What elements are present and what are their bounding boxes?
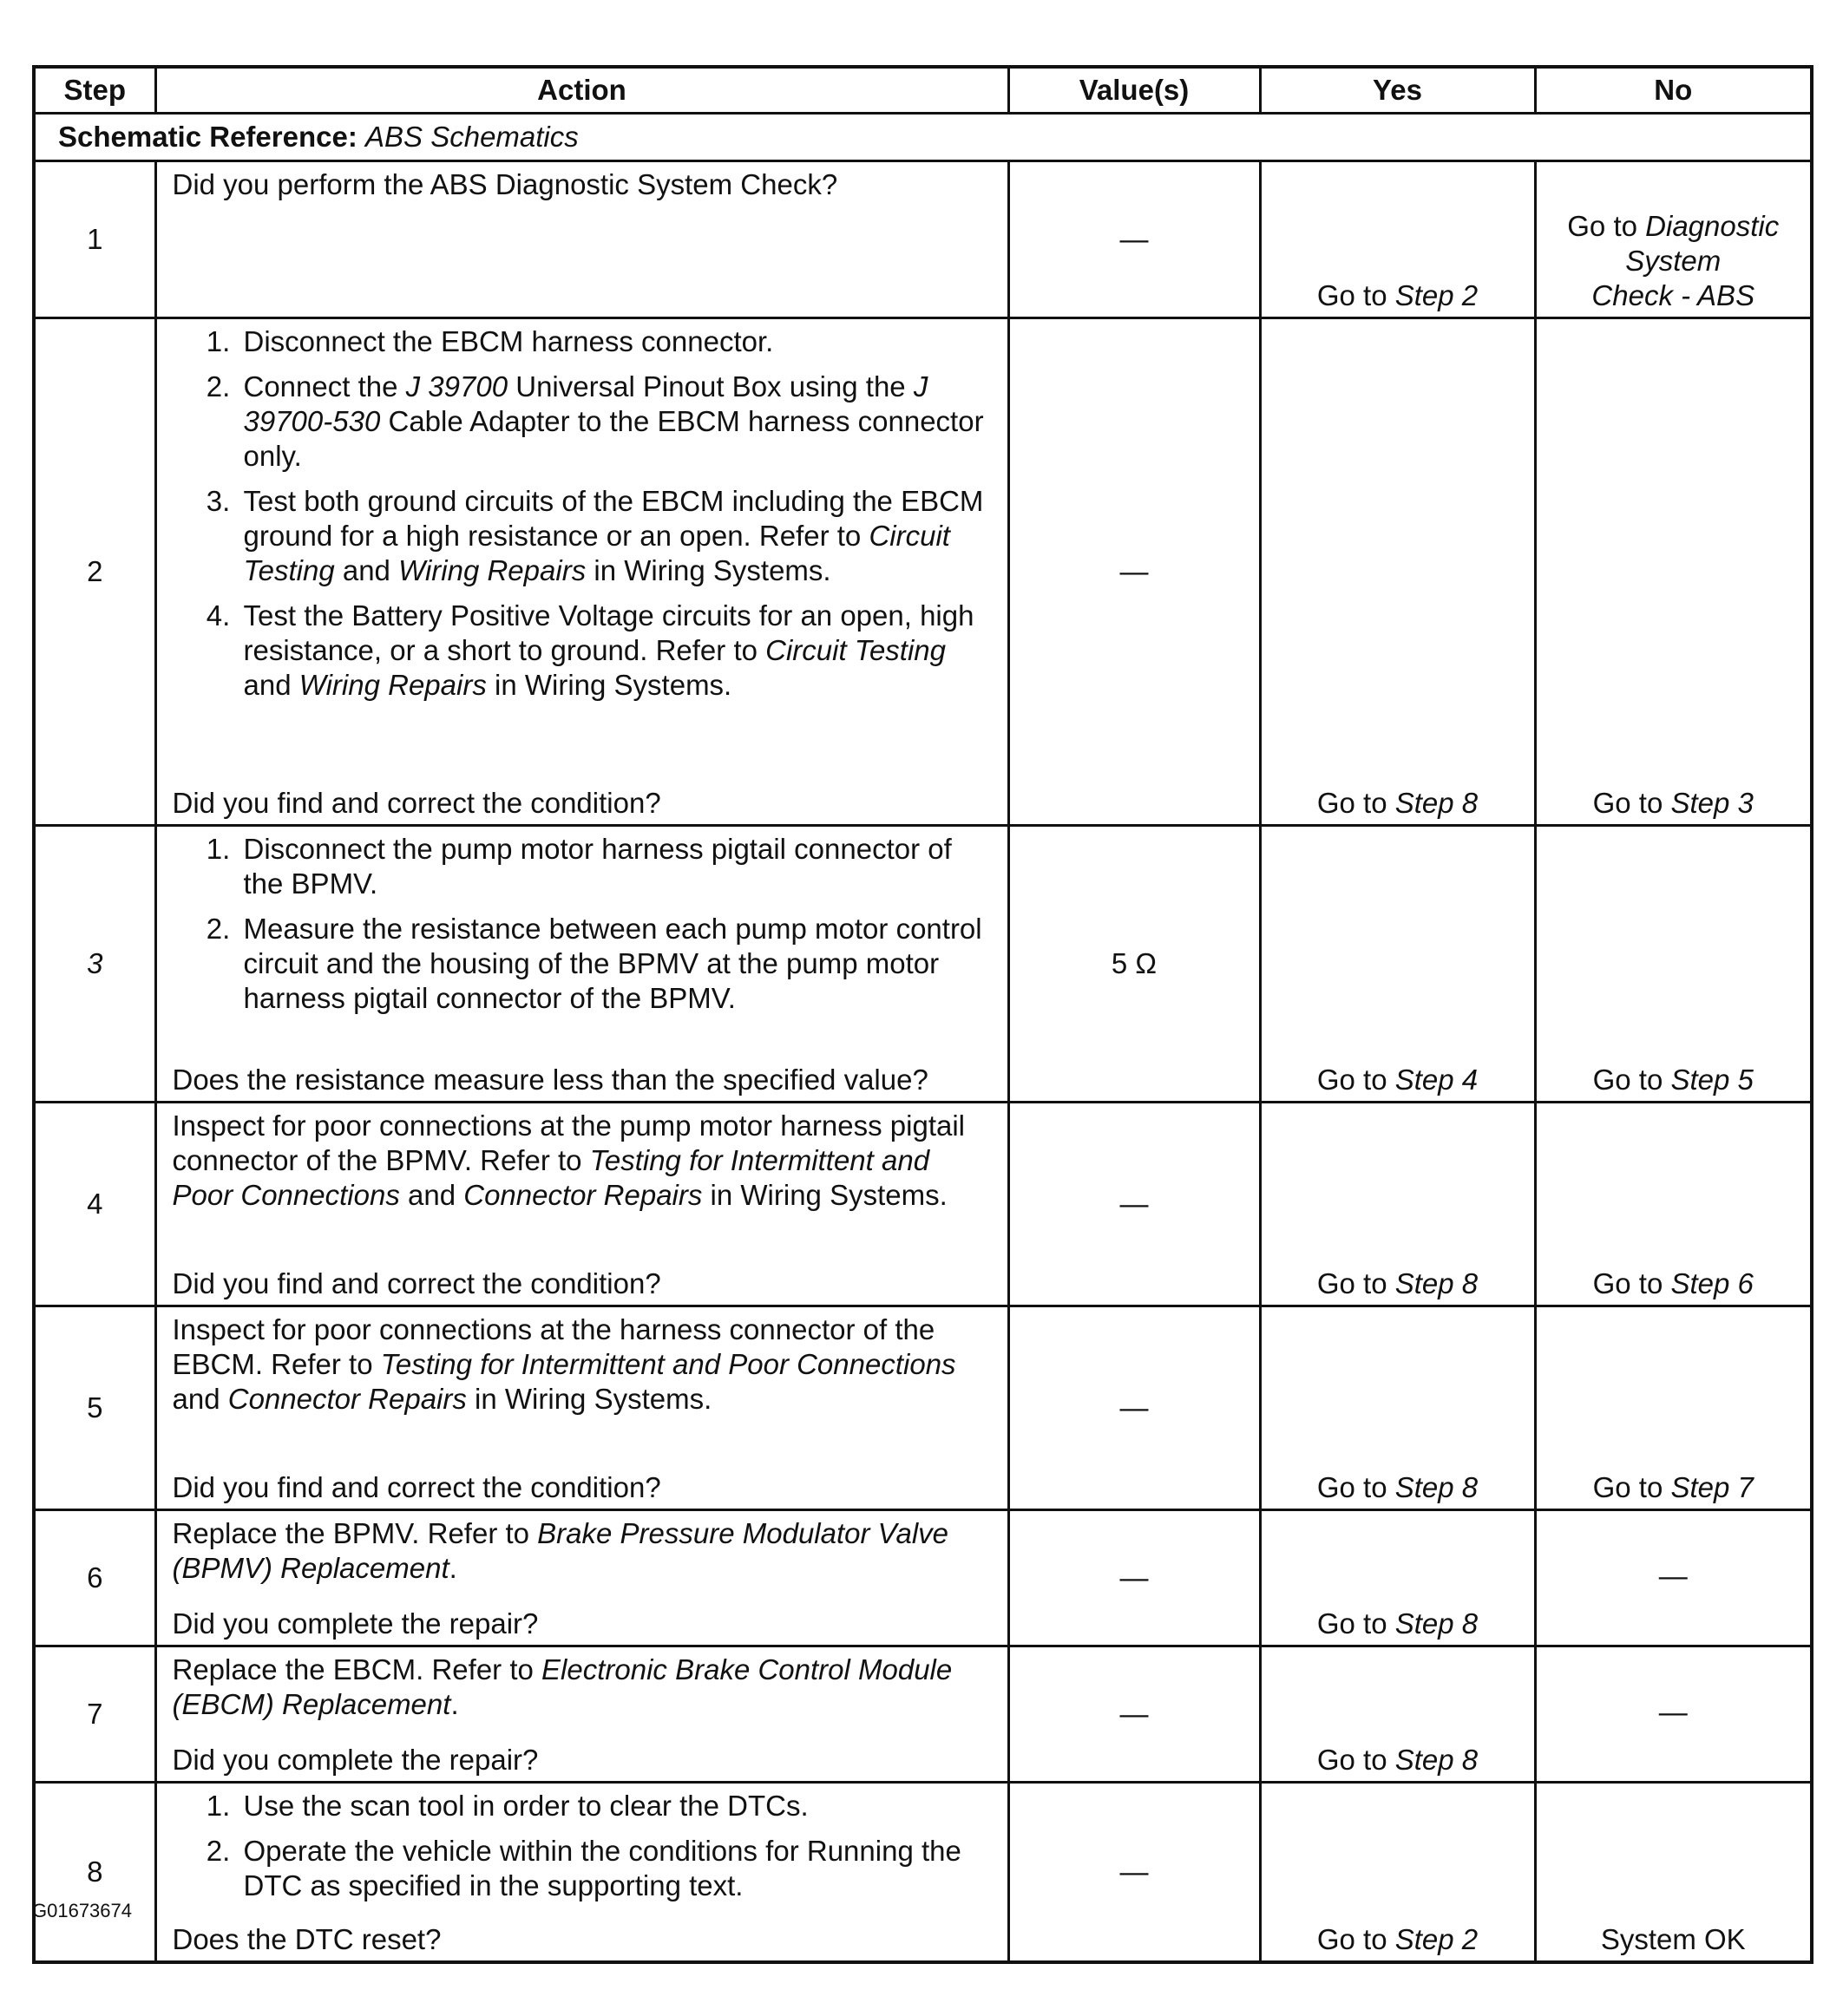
- no-link[interactable]: Step 7: [1670, 1471, 1754, 1503]
- no-cell: [1535, 1103, 1812, 1306]
- value-cell: —: [1008, 1103, 1260, 1306]
- no-link-line3[interactable]: Check - ABS: [1591, 279, 1755, 311]
- no-link-line1[interactable]: Diagnostic: [1645, 210, 1780, 242]
- step-number: 6: [34, 1510, 155, 1646]
- table-row: [34, 1783, 1812, 1963]
- action-cell: [155, 161, 1008, 318]
- no-prefix: Go to: [1592, 1471, 1671, 1503]
- yes-prefix: Go to: [1316, 1471, 1395, 1503]
- value-cell: —: [1008, 1306, 1260, 1510]
- action-cell: [155, 318, 1008, 826]
- yes-cell: [1260, 1103, 1535, 1306]
- yes-link[interactable]: Step 8: [1394, 787, 1479, 819]
- header-yes: Yes: [1260, 67, 1535, 114]
- yes-link[interactable]: Step 2: [1394, 1923, 1479, 1955]
- step-number: 7: [34, 1646, 155, 1783]
- header-row: [34, 67, 1812, 114]
- yes-link[interactable]: Step 8: [1394, 1744, 1479, 1776]
- step-number: 2: [34, 318, 155, 826]
- yes-prefix: Go to: [1316, 1064, 1395, 1096]
- yes-cell: [1260, 318, 1535, 826]
- schematic-reference: [34, 114, 1812, 161]
- action-question: Did you find and correct the condition?: [172, 1471, 661, 1503]
- action-steps-list: [173, 324, 995, 713]
- step-number: 3: [34, 826, 155, 1103]
- value-cell: —: [1008, 1646, 1260, 1783]
- action-cell: [155, 1306, 1008, 1510]
- action-cell: [155, 1783, 1008, 1963]
- no-prefix: Go to: [1567, 210, 1646, 242]
- doc-link[interactable]: Electronic Brake Control Module (EBCM) Replacement: [172, 1653, 953, 1720]
- step-number: 4: [34, 1103, 155, 1306]
- value-cell: —: [1008, 1510, 1260, 1646]
- action-step-item: 3. Test both ground circuits of the EBCM including the EBCM ground for a high resistance or an open. Refer to Circuit Testing and Wiring Repairs in Wiring Systems.: [239, 484, 995, 588]
- yes-link[interactable]: Step 2: [1394, 279, 1479, 311]
- yes-prefix: Go to: [1316, 1744, 1395, 1776]
- no-cell: [1535, 161, 1812, 318]
- yes-prefix: Go to: [1316, 279, 1395, 311]
- table-row: [34, 161, 1812, 318]
- yes-link[interactable]: Step 8: [1394, 1471, 1479, 1503]
- doc-link[interactable]: Testing for Intermittent and Poor Connections: [172, 1144, 930, 1211]
- action-cell: [155, 1646, 1008, 1783]
- action-cell: [155, 1510, 1008, 1646]
- no-cell: [1535, 826, 1812, 1103]
- no-prefix: Go to: [1592, 1267, 1671, 1299]
- action-cell: [155, 826, 1008, 1103]
- doc-link[interactable]: Testing for Intermittent and Poor Connections: [380, 1348, 956, 1380]
- yes-prefix: Go to: [1316, 787, 1395, 819]
- action-cell: [155, 1103, 1008, 1306]
- value-cell: —: [1008, 1783, 1260, 1963]
- step-number: 8: [34, 1783, 155, 1963]
- action-question: Did you find and correct the condition?: [172, 787, 661, 819]
- schematic-reference-label: Schematic Reference:: [58, 121, 357, 153]
- doc-link[interactable]: Circuit Testing: [243, 520, 950, 586]
- table-row: [34, 826, 1812, 1103]
- action-question: Does the DTC reset?: [172, 1923, 442, 1955]
- action-steps-list: [173, 1789, 995, 1914]
- doc-link[interactable]: Brake Pressure Modulator Valve (BPMV) Replacement: [172, 1517, 948, 1584]
- value-cell: —: [1008, 318, 1260, 826]
- action-step-item: 4. Test the Battery Positive Voltage circuits for an open, high resistance, or a short to ground. Refer to Circuit Testing and Wiring Repairs in Wiring Systems.: [239, 599, 995, 703]
- table-row: [34, 1103, 1812, 1306]
- no-cell: —: [1535, 1510, 1812, 1646]
- no-prefix: Go to: [1592, 787, 1671, 819]
- table-row: [34, 1510, 1812, 1646]
- diagnostic-table: [32, 65, 1813, 1964]
- no-prefix: Go to: [1592, 1064, 1671, 1096]
- header-values: Value(s): [1008, 67, 1260, 114]
- action-text: Replace the BPMV. Refer to Brake Pressure Modulator Valve (BPMV) Replacement.: [172, 1517, 948, 1584]
- action-text: Replace the EBCM. Refer to Electronic Brake Control Module (EBCM) Replacement.: [172, 1653, 953, 1720]
- yes-prefix: Go to: [1316, 1923, 1395, 1955]
- yes-cell: [1260, 826, 1535, 1103]
- step-number: 5: [34, 1306, 155, 1510]
- action-steps-list: [173, 832, 995, 1026]
- figure-id: G01673674: [32, 1900, 132, 1921]
- no-cell: [1535, 318, 1812, 826]
- yes-cell: [1260, 1783, 1535, 1963]
- yes-prefix: Go to: [1316, 1267, 1395, 1299]
- yes-link[interactable]: Step 8: [1394, 1607, 1479, 1640]
- no-cell: —: [1535, 1646, 1812, 1783]
- action-step-item: 2. Connect the J 39700 Universal Pinout Box using the J 39700-530 Cable Adapter to the EBCM harness connector only.: [239, 370, 995, 474]
- yes-cell: [1260, 1646, 1535, 1783]
- no-cell: System OK: [1535, 1783, 1812, 1963]
- yes-prefix: Go to: [1316, 1607, 1395, 1640]
- action-question: Did you complete the repair?: [172, 1607, 539, 1640]
- schematic-reference-row: [34, 114, 1812, 161]
- yes-cell: [1260, 1306, 1535, 1510]
- action-text: Inspect for poor connections at the harness connector of the EBCM. Refer to Testing for Intermittent and Poor Connections and Connector Repairs in Wiring Systems.: [172, 1313, 956, 1415]
- yes-link[interactable]: Step 4: [1394, 1064, 1479, 1096]
- action-question: Does the resistance measure less than the specified value?: [172, 1064, 928, 1096]
- action-text: Inspect for poor connections at the pump motor harness pigtail connector of the BPMV. Refer to Testing for Intermittent and Poor Connections and Connector Repairs in Wiring Systems.: [172, 1109, 966, 1211]
- no-link-line2[interactable]: System: [1625, 245, 1722, 277]
- value-cell: 5 Ω: [1008, 826, 1260, 1103]
- step-number: 1: [34, 161, 155, 318]
- action-step-item: 2. Measure the resistance between each pump motor control circuit and the housing of the BPMV at the pump motor harness pigtail connector of the BPMV.: [239, 912, 995, 1016]
- doc-link[interactable]: Wiring Repairs: [398, 554, 587, 586]
- action-question: Did you complete the repair?: [172, 1744, 539, 1776]
- schematic-reference-link[interactable]: ABS Schematics: [365, 121, 579, 153]
- yes-cell: [1260, 161, 1535, 318]
- table-row: [34, 1306, 1812, 1510]
- action-question: Did you perform the ABS Diagnostic System Check?: [172, 168, 838, 200]
- action-step-item: 1. Disconnect the pump motor harness pigtail connector of the BPMV.: [239, 832, 995, 901]
- tool-reference: J 39700-530: [243, 370, 928, 437]
- no-link[interactable]: Step 5: [1670, 1064, 1754, 1096]
- table-row: [34, 1646, 1812, 1783]
- action-step-item: 1. Use the scan tool in order to clear the DTCs.: [239, 1789, 995, 1823]
- header-action: Action: [155, 67, 1008, 114]
- value-cell: —: [1008, 161, 1260, 318]
- no-link[interactable]: Step 6: [1670, 1267, 1754, 1299]
- tool-reference: J 39700: [405, 370, 508, 403]
- doc-link[interactable]: Wiring Repairs: [298, 669, 487, 701]
- no-link[interactable]: Step 3: [1670, 787, 1754, 819]
- header-step: Step: [34, 67, 155, 114]
- doc-link[interactable]: Connector Repairs: [463, 1179, 703, 1211]
- doc-link[interactable]: Connector Repairs: [227, 1383, 467, 1415]
- header-no: No: [1535, 67, 1812, 114]
- action-question: Did you find and correct the condition?: [172, 1267, 661, 1299]
- action-step-item: 1. Disconnect the EBCM harness connector.: [239, 324, 995, 359]
- table-row: [34, 318, 1812, 826]
- no-cell: [1535, 1306, 1812, 1510]
- doc-link[interactable]: Circuit Testing: [765, 634, 947, 666]
- action-step-item: 2. Operate the vehicle within the conditions for Running the DTC as specified in the supporting text.: [239, 1834, 995, 1903]
- yes-cell: [1260, 1510, 1535, 1646]
- yes-link[interactable]: Step 8: [1394, 1267, 1479, 1299]
